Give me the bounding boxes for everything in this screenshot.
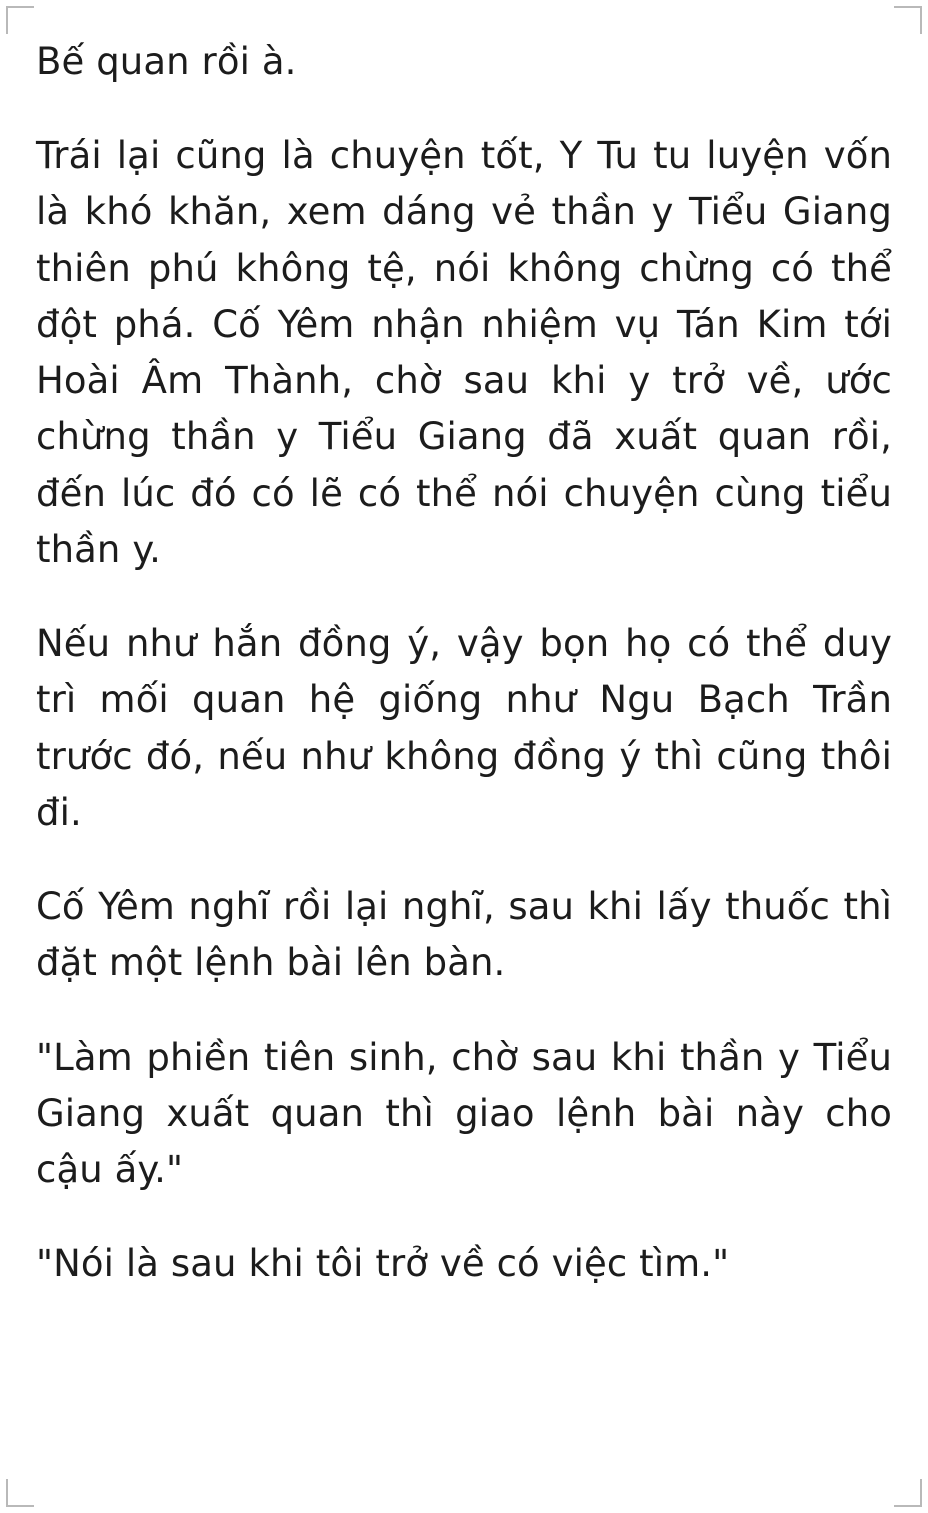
paragraph: "Làm phiền tiên sinh, chờ sau khi thần y Tiểu Giang xuất quan thì giao lệnh bài này cho cậu ấy.": [36, 1035, 892, 1191]
paragraph: Bế quan rồi à.: [36, 40, 297, 83]
paragraph: Nếu như hắn đồng ý, vậy bọn họ có thể duy trì mối quan hệ giống như Ngu Bạch Trần trước đó, nếu như không đồng ý thì cũng thôi đi.: [36, 622, 892, 834]
paragraph: Cố Yêm nghĩ rồi lại nghĩ, sau khi lấy thuốc thì đặt một lệnh bài lên bàn.: [36, 885, 892, 985]
paragraph: Trái lại cũng là chuyện tốt, Y Tu tu luyện vốn là khó khăn, xem dáng vẻ thần y Tiểu Giang thiên phú không tệ, nói không chừng có thể đột phá. Cố Yêm nhận nhiệm vụ Tán Kim tới Hoài Âm Thành, chờ sau khi y trở về, ước chừng thần y Tiểu Giang đã xuất quan rồi, đến lúc đó có lẽ có thể nói chuyện cùng tiểu thần y.: [36, 134, 892, 571]
text-body: [36, 34, 892, 1292]
paragraph: "Nói là sau khi tôi trở về có việc tìm.": [36, 1242, 730, 1286]
